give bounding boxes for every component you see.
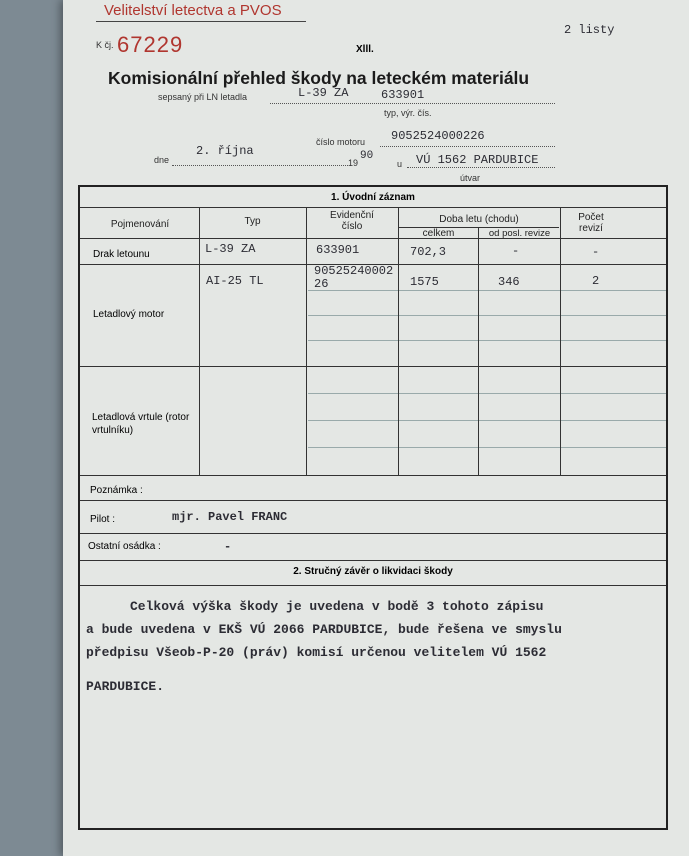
grid-line	[308, 393, 666, 394]
osadka-label: Ostatní osádka :	[88, 541, 161, 552]
pilot-line	[80, 533, 666, 534]
header-typ: Typ	[244, 216, 261, 227]
pilot-label: Pilot :	[90, 514, 116, 525]
osadka-line	[80, 560, 666, 561]
unit-label: útvar	[460, 173, 481, 183]
engine-number: 9052524000226	[391, 129, 485, 143]
header-doba: Doba letu (chodu)	[439, 214, 519, 225]
aircraft-number: 633901	[381, 88, 425, 102]
header-od-posl: od posl. revize	[488, 228, 551, 239]
date-dotline	[172, 165, 348, 166]
header-pojmenovani: Pojmenování	[110, 219, 170, 230]
grid-line	[308, 420, 666, 421]
engine-dotline	[380, 146, 555, 147]
aircraft-type: L-39 ZA	[298, 86, 349, 100]
row-motor-name: Letadlový motor	[93, 309, 165, 320]
ref-label: K čj.	[96, 40, 114, 50]
col-line	[560, 207, 561, 475]
row-drak-name: Drak letounu	[93, 249, 150, 260]
ref-number: 67229	[117, 32, 184, 57]
col-line	[478, 227, 479, 475]
org-stamp: Velitelství letectva a PVOS	[104, 2, 282, 19]
section2-title-line	[80, 585, 666, 586]
pilot-value: mjr. Pavel FRANC	[172, 510, 288, 524]
table-bottom-line	[80, 475, 666, 476]
date-label: dne	[154, 155, 170, 165]
page-title: Komisionální přehled škody na leteckém materiálu	[108, 68, 530, 88]
sepsany-label: sepsaný při LN letadla	[158, 92, 248, 102]
conclusion-line-2: a bude uvedena v EKŠ VÚ 2066 PARDUBICE, bude řešena ve smyslu	[86, 622, 562, 637]
row-drak-typ: L-39 ZA	[205, 242, 256, 256]
col-line	[398, 207, 399, 475]
row-drak-celkem: 702,3	[410, 245, 447, 259]
corner-mark: Xlll.	[356, 44, 374, 55]
grid-line	[308, 315, 666, 316]
header-bottom-line	[80, 238, 666, 239]
year-value: 90	[360, 150, 374, 162]
table-top-line	[80, 207, 666, 208]
motor-bottom-line	[80, 366, 666, 367]
section2-title: 2. Stručný závěr o likvidaci škody	[293, 566, 453, 577]
row-motor-od: 346	[498, 275, 520, 289]
row-vrtule-name: Letadlová vrtule (rotor vrtulníku)	[92, 412, 190, 436]
sheets-count: 2 listy	[564, 23, 615, 37]
conclusion-line-3: předpisu Všeob-P-20 (práv) komisí určenou velitelem VÚ 1562	[86, 645, 547, 660]
poznamka-label: Poznámka :	[90, 485, 143, 496]
poznamka-line	[80, 500, 666, 501]
col-line	[306, 207, 307, 475]
osadka-value: -	[224, 540, 232, 554]
conclusion-line-4: PARDUBICE.	[86, 679, 165, 694]
header-pocet: Počet revizí	[578, 212, 604, 234]
typ-label: typ, výr. čís.	[384, 108, 432, 118]
date-value: 2. října	[196, 144, 254, 158]
header-celkem: celkem	[422, 228, 455, 239]
col-line	[199, 207, 200, 475]
engine-label: číslo motoru	[316, 137, 366, 147]
unit-dotline	[407, 167, 555, 168]
section1-title: 1. Úvodní záznam	[331, 192, 415, 203]
u-label: u	[397, 159, 403, 169]
grid-line	[308, 447, 666, 448]
aircraft-dotline	[270, 103, 555, 104]
grid-line	[308, 340, 666, 341]
stamp-underline	[96, 21, 306, 22]
row-motor-pocet: 2	[592, 274, 600, 288]
row-motor-cislo: 9052524000226	[314, 264, 394, 291]
unit-value: VÚ 1562 PARDUBICE	[416, 153, 539, 167]
row-motor-celkem: 1575	[410, 275, 439, 289]
header-evidencni: Evidenční číslo	[330, 210, 374, 232]
row-drak-od: -	[512, 244, 520, 258]
conclusion-line-1: Celková výška škody je uvedena v bodě 3 tohoto zápisu	[130, 599, 544, 614]
row-motor-typ: AI-25 TL	[206, 274, 264, 288]
row-drak-cislo: 633901	[316, 243, 360, 257]
row-drak-pocet: -	[592, 245, 600, 259]
year-prefix: 19	[348, 158, 359, 168]
